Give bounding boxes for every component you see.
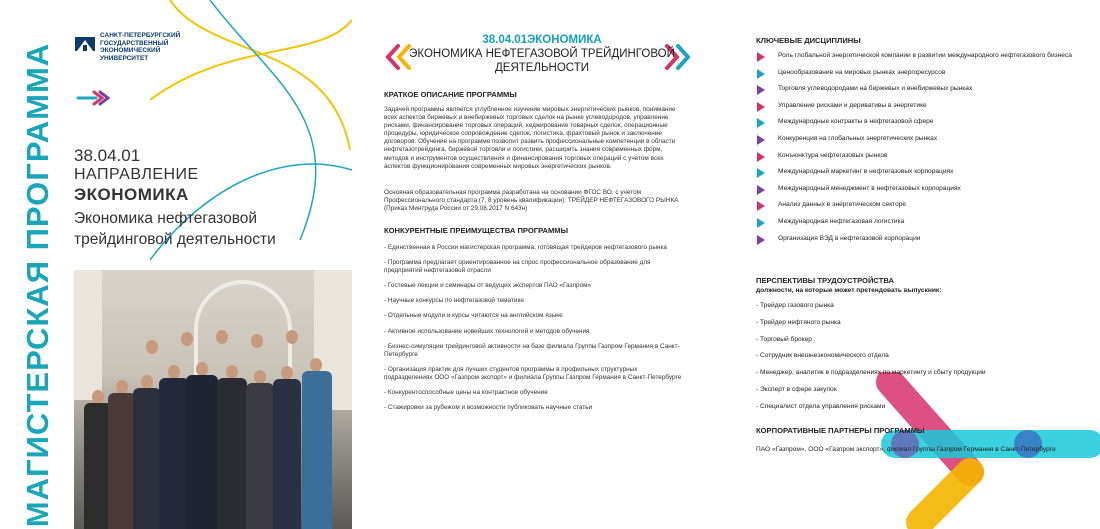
list-item: - Активное использование новейших технологий и методов обучения xyxy=(384,327,590,335)
list-item xyxy=(754,69,1084,77)
triangle-bullet-icon xyxy=(757,135,765,145)
triangle-bullet-icon xyxy=(757,235,765,245)
list-item: - Программа предлагает ориентированное на спрос профессиональное образование для предприятий нефтегазовой отрасли xyxy=(384,259,651,275)
triangle-bullet-icon xyxy=(757,102,765,112)
summary-paragraph-2: Основная образовательная программа разработана на основании ФГОС ВО, с учетом Профессионального стандарта (7, 8 уровень квалификации): ТРЕЙДЕР НЕФТЕГАЗОВОГО РЫНКА (Приказ Минтруда России от 29.08.2017 N 643н) xyxy=(384,189,679,213)
triangle-bullet-icon xyxy=(757,152,765,162)
header-name: ЭКОНОМИКА НЕФТЕГАЗОВОЙ ТРЕЙДИНГОВОЙ ДЕЯТЕЛЬНОСТИ xyxy=(409,48,675,74)
list-item xyxy=(754,135,1084,143)
list-item: - Сотрудник внешнеэкономического отдела xyxy=(756,352,889,360)
list-item xyxy=(754,235,1084,243)
discipline-label: Международный менеджмент в нефтегазовых корпорациях xyxy=(778,184,961,192)
careers-subtitle: должности, на которые может претендовать выпускник: xyxy=(756,287,942,294)
list-item xyxy=(754,118,1084,126)
triangle-bullet-icon xyxy=(757,218,765,228)
partners-text: ПАО «Газпром», ООО «Газпром экспорт», филиал Группы Газпром Германия в Санкт-Петербурге xyxy=(756,446,1056,453)
list-item xyxy=(754,218,1084,226)
discipline-label: Анализ данных в энергетическом секторе xyxy=(778,201,907,209)
program-name: Экономика нефтегазовой трейдинговой деятельности xyxy=(74,210,276,248)
careers-list xyxy=(756,302,986,420)
subject-name: ЭКОНОМИКА xyxy=(74,185,189,204)
list-item xyxy=(754,52,1084,60)
cover-panel xyxy=(0,0,352,529)
discipline-label: Роль глобальной энергетической компании в развитии международного нефтегазового бизнеса xyxy=(778,52,1072,59)
list-item: - Трейдер нефтяного рынка xyxy=(756,318,841,326)
list-item xyxy=(754,201,1084,209)
summary-title: КРАТКОЕ ОПИСАНИЕ ПРОГРАММЫ xyxy=(384,90,517,99)
vertical-title: МАГИСТЕРСКАЯ ПРОГРАММА xyxy=(20,42,55,528)
header-code: 38.04.01ЭКОНОМИКА xyxy=(482,34,602,46)
list-item: - Специалист отдела управления рисками xyxy=(756,402,886,410)
list-item xyxy=(754,168,1084,176)
triangle-bullet-icon xyxy=(757,118,765,128)
disciplines-panel xyxy=(740,0,1100,529)
list-item: - Отдельные модули и курсы читаются на английском языке xyxy=(384,312,563,320)
university-name: САНКТ-ПЕТЕРБУРГСКИЙ ГОСУДАРСТВЕННЫЙ ЭКОНОМИЧЕСКИЙ УНИВЕРСИТЕТ xyxy=(100,32,181,62)
triangle-bullet-icon xyxy=(757,185,765,195)
description-panel xyxy=(362,0,714,529)
triangle-bullet-icon xyxy=(757,85,765,95)
triangle-bullet-icon xyxy=(757,52,765,62)
group-photo xyxy=(74,270,352,529)
advantages-title: КОНКУРЕНТНЫЕ ПРЕИМУЩЕСТВА ПРОГРАММЫ xyxy=(384,226,569,235)
partners-title: КОРПОРАТИВНЫЕ ПАРТНЕРЫ ПРОГРАММЫ xyxy=(756,426,925,435)
list-item xyxy=(754,85,1084,93)
list-item xyxy=(754,185,1084,193)
list-item: - Научные конкурсы по нефтегазовой тематике xyxy=(384,297,524,305)
list-item: - Бизнес-симуляции трейдинговой активности на базе филиала Группы Газпром Германия в Санкт-Петербурге xyxy=(384,342,680,358)
triangle-bullet-icon xyxy=(757,69,765,79)
list-item: - Стажировки за рубежом и возможности публиковать научные статьи xyxy=(384,404,593,412)
list-item: - Конкурентоспособные цены на контрактное обучение xyxy=(384,389,548,397)
discipline-label: Организация ВЭД в нефтегазовой корпорации xyxy=(778,234,921,242)
discipline-label: Управление рисками и деривативы в энергетике xyxy=(778,101,927,109)
discipline-label: Торговля углеводородами на биржевых и внебиржевых рынках xyxy=(778,85,973,93)
discipline-label: Международный маркетинг в нефтегазовых корпорациях xyxy=(778,168,954,176)
discipline-label: Международные контракты в нефтегазовой сфере xyxy=(778,118,934,126)
list-item: - Эксперт в сфере закупок xyxy=(756,385,837,393)
advantages-list xyxy=(384,244,684,419)
list-item: - Организация практик для лучших студентов программы в профильных структурных подразделениях ООО «Газпром экспорт» и филиала Группы Газпром Германия в Санкт-Петербурге xyxy=(384,365,682,381)
list-item: - Трейдер газового рынка xyxy=(756,302,834,309)
list-item xyxy=(754,152,1084,160)
triangle-bullet-icon xyxy=(757,201,765,211)
program-code: 38.04.01 xyxy=(74,146,141,165)
discipline-label: Ценообразование на мировых рынках энергоресурсов xyxy=(778,68,946,76)
university-logo xyxy=(74,32,194,62)
list-item: - Гостевые лекции и семинары от ведущих экспертов ПАО «Газпром» xyxy=(384,282,592,290)
discipline-label: Конъюнктура нефтегазовых рынков xyxy=(778,151,888,159)
disciplines-title: КЛЮЧЕВЫЕ ДИСЦИПЛИНЫ xyxy=(756,36,861,45)
double-arrow-icon xyxy=(76,90,110,106)
list-item xyxy=(754,102,1084,110)
list-item: - Единственная в России магистерская программа, готовящая трейдеров нефтегазового рынка xyxy=(384,244,667,251)
careers-title: ПЕРСПЕКТИВЫ ТРУДОУСТРОЙСТВА xyxy=(756,276,894,285)
triangle-bullet-icon xyxy=(757,168,765,178)
discipline-label: Международная нефтегазовая логистика xyxy=(778,217,905,225)
summary-paragraph-1: Задачей программы является углубленное изучение мировых энергетических рынков, понимание всех аспектов биржевых и внебиржевых торговых сделок на рынке углеводородов, управление рисками, финансирование торговых операций, хеджирование товарных сделок, операционные процедуры, юридическое сопровождение сделок, логистика, фрахтовый рынок и заключение договоров. Обучение на программе позволит развить профессиональные компетенции в области нефтегазотрейдинга, биржевой торговли и логистики, расширить знания современных форм, методов и инструментов осуществления и финансирования торговых операций с учетом всех аспектов функционирования современных мировых энергетических рынков. xyxy=(384,106,676,170)
university-emblem-icon xyxy=(74,34,96,56)
list-item: - Торговый брокер xyxy=(756,335,812,343)
disciplines-list xyxy=(754,52,1084,251)
program-header xyxy=(402,34,682,75)
discipline-label: Конкуренция на глобальных энергетических рынках xyxy=(778,134,938,142)
list-item: - Менеджер, аналитик в подразделениях по маркетингу и сбыту продукции xyxy=(756,369,986,377)
direction-label: НАПРАВЛЕНИЕ xyxy=(74,166,199,183)
